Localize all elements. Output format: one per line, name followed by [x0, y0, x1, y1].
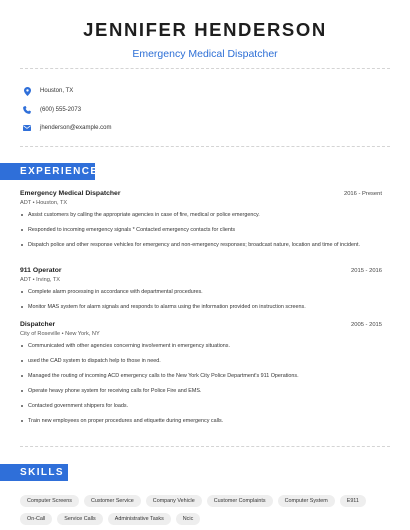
contact-email — [22, 119, 111, 137]
skill-tag: Computer System — [278, 495, 335, 507]
phone-icon — [22, 105, 32, 115]
job-header — [20, 321, 382, 328]
skill-tag: E911 — [340, 495, 366, 507]
job-dates: 2016 - Present — [343, 191, 382, 197]
contact-list — [22, 82, 111, 138]
job-dates: 2015 - 2016 — [351, 268, 382, 274]
job-header — [20, 190, 382, 197]
job-entry — [20, 190, 382, 256]
job-bullet: Dispatch police and other response vehicles for emergency and non-emergency responses; broadcast nature, location and time of incident. — [20, 241, 382, 249]
job-bullet: used the CAD system to dispatch help to those in need. — [20, 357, 382, 365]
skills-heading: SKILLS — [0, 464, 68, 481]
experience-divider — [20, 446, 390, 447]
skill-tag: Company Vehicle — [146, 495, 202, 507]
job-bullet: Communicated with other agencies concerning involvement in emergency situations. — [20, 342, 382, 350]
job-title-headline: Emergency Medical Dispatcher — [132, 48, 278, 60]
contact-phone-text: (600) 555-2073 — [40, 106, 82, 113]
job-bullets — [20, 288, 382, 311]
contacts-divider — [20, 146, 390, 147]
skills-list — [20, 495, 392, 530]
job-bullet: Managed the routing of incoming ACD emergency calls to the New York City Police Department's 911 Operations. — [20, 372, 382, 380]
contact-location — [22, 82, 111, 100]
job-header — [20, 267, 382, 274]
job-bullet: Train new employees on proper procedures and etiquette during emergency calls. — [20, 417, 382, 425]
location-pin-icon — [22, 86, 32, 96]
skill-tag: Service Calls — [57, 513, 102, 525]
job-bullets — [20, 211, 382, 249]
skill-tag: Computer Screens — [20, 495, 79, 507]
job-entry — [20, 267, 382, 318]
job-bullet: Operate heavy phone system for receiving calls for Police Fire and EMS. — [20, 387, 382, 395]
job-bullet: Complete alarm processing in accordance with departmental procedures. — [20, 288, 382, 296]
contact-location-text: Houston, TX — [40, 88, 74, 94]
job-title: Dispatcher — [20, 321, 56, 328]
skill-tag: On-Call — [20, 513, 52, 525]
job-title: 911 Operator — [20, 267, 62, 274]
job-bullet: Monitor MAS system for alarm signals and responds to alarms using the information provided on instruction screens. — [20, 303, 382, 311]
email-icon — [22, 123, 32, 133]
skill-tag: Administrative Tasks — [108, 513, 171, 525]
job-title: Emergency Medical Dispatcher — [20, 190, 121, 197]
job-bullets — [20, 342, 382, 425]
skill-tag: Customer Complaints — [207, 495, 273, 507]
resume-header — [0, 0, 410, 60]
job-company: ADT • Houston, TX — [20, 200, 68, 206]
experience-heading: EXPERIENCE — [0, 163, 95, 180]
job-bullet: Contacted government shippers for loads. — [20, 402, 382, 410]
candidate-name: JENNIFER HENDERSON — [83, 19, 327, 40]
skill-tag: Customer Service — [84, 495, 141, 507]
skill-tag: Ncic — [176, 513, 200, 525]
header-divider — [20, 68, 390, 69]
job-dates: 2005 - 2015 — [351, 322, 382, 328]
contact-email-text: jhenderson@example.com — [40, 125, 112, 131]
job-company: ADT • Irving, TX — [20, 277, 60, 283]
contact-phone — [22, 101, 111, 119]
job-company: City of Roseville • New York, NY — [20, 331, 100, 337]
job-bullet: Responded to incoming emergency signals * Contacted emergency contacts for clients — [20, 226, 382, 234]
job-bullet: Assist customers by calling the appropriate agencies in case of fire, medical or police emergency. — [20, 211, 382, 219]
job-entry — [20, 321, 382, 432]
